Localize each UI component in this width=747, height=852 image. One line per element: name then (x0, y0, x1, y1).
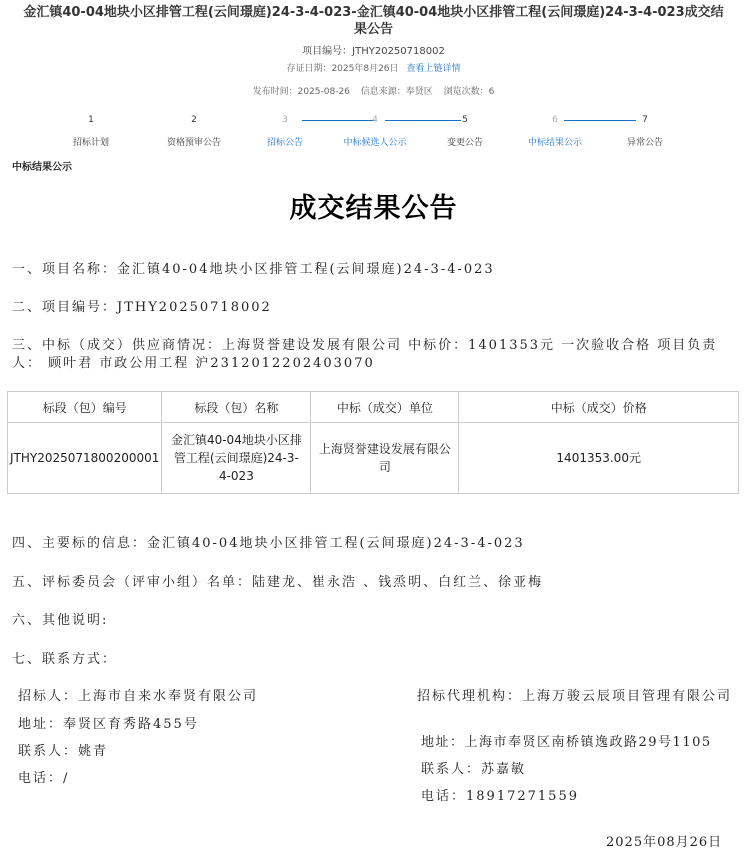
item-project-number: 二、项目编号：JTHY20250718002 (12, 300, 272, 315)
step-label: 中标结果公示 (527, 138, 582, 148)
bid-result-table (7, 391, 739, 494)
tenderer: 招标人：上海市自来水奉贤有限公司 (18, 689, 259, 704)
step-number: 5 (462, 115, 468, 125)
tenderer-contact: 联系人：姚青 (18, 744, 109, 759)
project-number: 项目编号：JTHY20250718002 (302, 46, 445, 57)
step-label: 中标候选人公示 (343, 138, 407, 148)
item-other-notes: 六、其他说明: (12, 613, 109, 628)
step-number: 3 (282, 115, 288, 125)
step-exception-notice[interactable] (595, 113, 695, 148)
item-project-name: 一、项目名称：金汇镇40-04地块小区排管工程(云间璟庭)24-3-4-023 (12, 262, 495, 277)
publish-meta (0, 84, 747, 97)
agency-contact: 联系人：苏嘉敏 (421, 762, 527, 777)
table-cell: 上海贤誉建设发展有限公司 (311, 423, 459, 494)
step-label: 招标公告 (266, 138, 303, 148)
step-label: 变更公告 (446, 138, 483, 148)
table-header: 中标（成交）单位 (311, 392, 459, 423)
step-label: 招标计划 (72, 138, 109, 148)
agency-phone: 电话：18917271559 (421, 789, 579, 804)
table-row (8, 423, 739, 494)
table-cell: 1401353.00元 (459, 423, 739, 494)
item-committee: 五、评标委员会（评审小组）名单：陆建龙、崔永浩 、钱烝明、白红兰、徐亚梅 (12, 575, 544, 590)
table-cell: JTHY2025071800200001 (8, 423, 162, 494)
step-result-notice[interactable] (505, 113, 605, 148)
view-count: 浏览次数：6 (443, 87, 495, 97)
notice-date: 2025年08月26日 (606, 835, 723, 850)
agency-address: 地址：上海市奉贤区南桥镇逸政路29号1105 (421, 735, 712, 750)
step-number: 2 (191, 115, 197, 125)
table-header-row (8, 392, 739, 423)
item-main-subject: 四、主要标的信息：金汇镇40-04地块小区排管工程(云间璟庭)24-3-4-023 (12, 536, 525, 551)
notice-heading: 成交结果公告 (289, 193, 458, 224)
step-number: 1 (88, 115, 94, 125)
step-bidding-plan[interactable] (41, 113, 141, 148)
tenderer-address: 地址：奉贤区育秀路455号 (18, 717, 199, 732)
step-tender-notice[interactable] (235, 113, 335, 148)
publish-time: 发布时间：2025-08-26 (252, 87, 350, 97)
page-title: 金汇镇40-04地块小区排管工程(云间璟庭)24-3-4-023-金汇镇40-04地块小区排管工程(云间璟庭)24-3-4-023成交结果公告 (23, 5, 724, 37)
table-cell: 金汇镇40-04地块小区排管工程(云间璟庭)24-3-4-023 (162, 423, 311, 494)
step-number: 6 (552, 115, 558, 125)
step-prequalification[interactable] (144, 113, 244, 148)
step-label: 资格预审公告 (166, 138, 221, 148)
info-source: 信息来源：奉贤区 (360, 87, 433, 97)
section-label: 中标结果公示 (12, 162, 72, 173)
archive-date: 存证日期：2025年8月26日 (286, 64, 399, 74)
process-steps (40, 113, 710, 153)
step-number: 4 (372, 115, 378, 125)
tenderer-phone: 电话：/ (18, 771, 70, 786)
table-header: 中标（成交）价格 (459, 392, 739, 423)
item-supplier: 三、中标（成交）供应商情况：上海贤誉建设发展有限公司 中标价：1401353元 一次验收合格 项目负责人： 顾叶君 市政公用工程 沪2312012202403070 (12, 338, 718, 371)
archive-info (0, 61, 747, 74)
item-contact-heading: 七、联系方式： (12, 652, 118, 667)
step-candidate-notice[interactable] (325, 113, 425, 148)
step-change-notice[interactable] (415, 113, 515, 148)
agency: 招标代理机构：上海万骏云辰项目管理有限公司 (417, 689, 733, 704)
table-header: 标段（包）名称 (162, 392, 311, 423)
chain-detail-link[interactable]: 查看上链详情 (406, 64, 461, 74)
step-number: 7 (642, 115, 648, 125)
step-label: 异常公告 (626, 138, 663, 148)
table-header: 标段（包）编号 (8, 392, 162, 423)
